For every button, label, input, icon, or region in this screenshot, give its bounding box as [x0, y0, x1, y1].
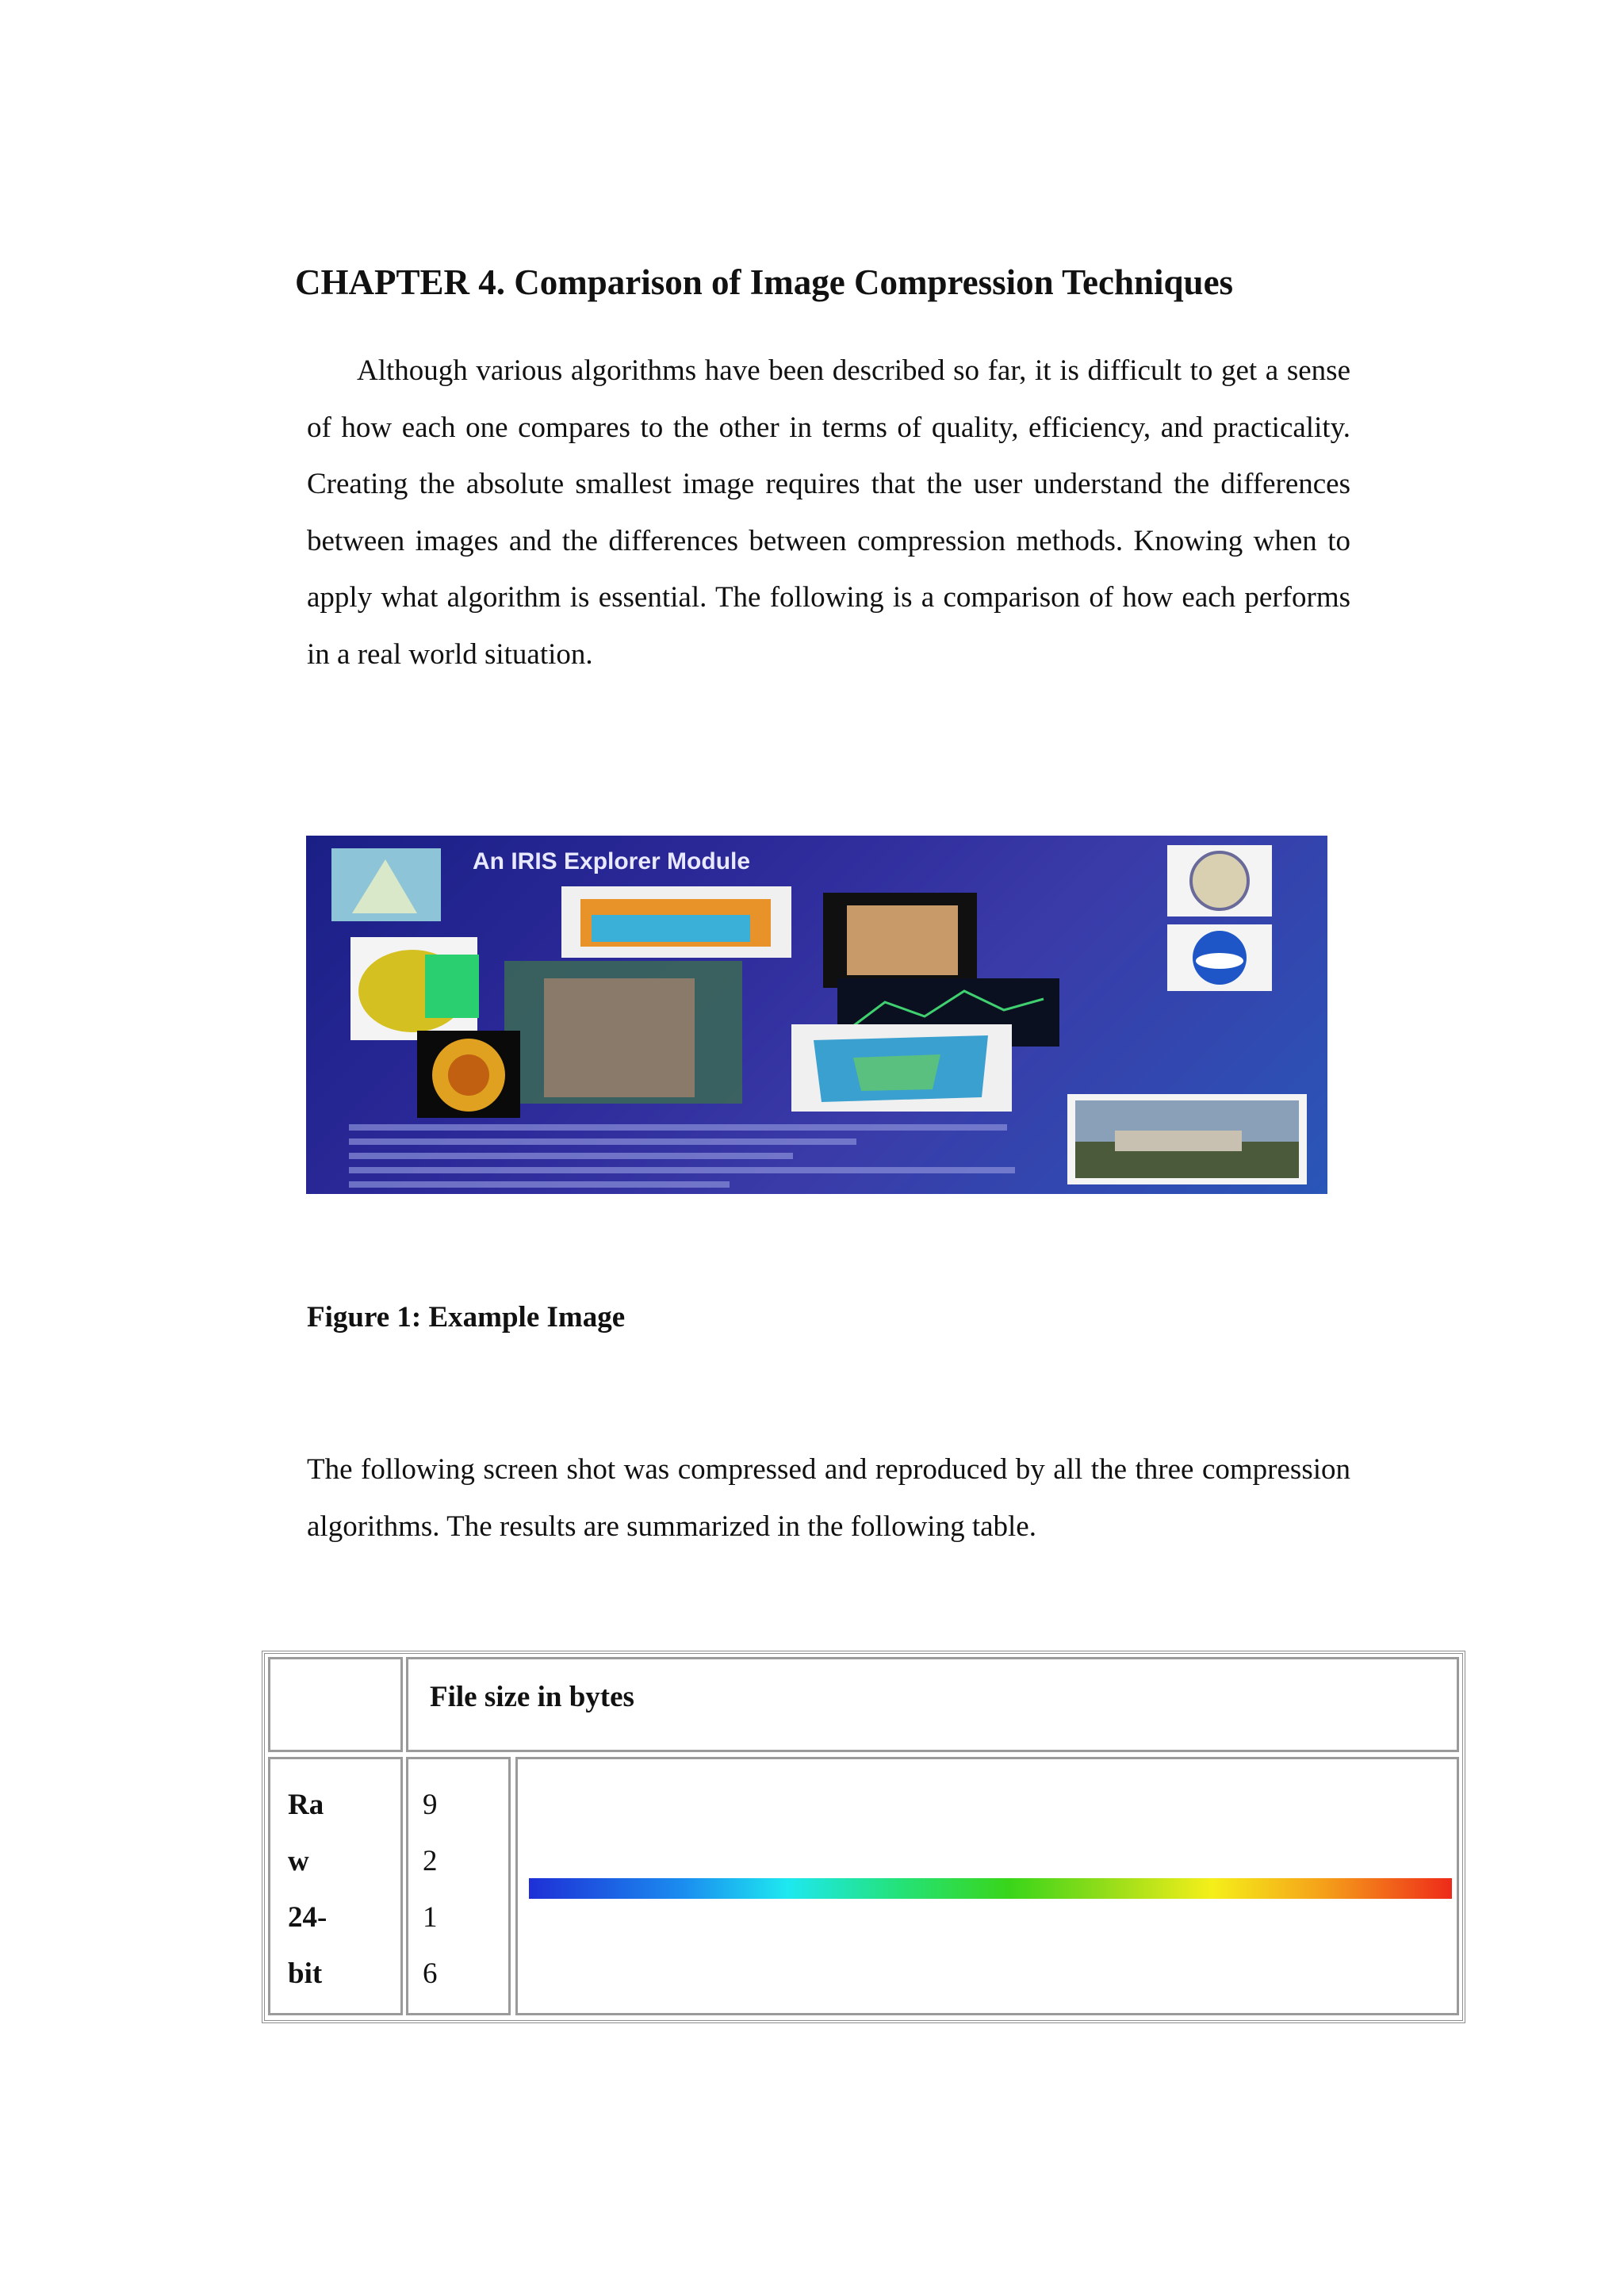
value-line: 1	[423, 1901, 438, 1934]
figure-caption: Figure 1: Example Image	[307, 1301, 626, 1334]
row-label-line: Ra	[288, 1789, 324, 1821]
value-line: 9	[423, 1789, 438, 1821]
file-size-table	[262, 1651, 1465, 2023]
figure-image-title: An IRIS Explorer Module	[473, 848, 751, 874]
row-label-line: w	[288, 1845, 309, 1877]
example-image	[306, 836, 1327, 1194]
row-label	[288, 1777, 327, 2002]
intro-paragraph: Although various algorithms have been described so far, it is difficult to get a sense of how each one compares to the other in terms of quality, efficiency, and practicality. Creating the absolute smallest image requires that the user understand the differences between images and the differences between compression methods. Knowing when to apply what algorithm is essential. The following is a comparison of how each performs in a real world situation.	[307, 354, 1350, 671]
table-row-label-cell	[268, 1757, 403, 2015]
file-size-value	[423, 1777, 438, 2002]
table-value-cell	[406, 1757, 511, 2015]
color-gradient-bar	[529, 1878, 1452, 1899]
table-header-cell	[406, 1657, 1459, 1752]
row-label-line: 24-	[288, 1901, 327, 1934]
row-label-line: bit	[288, 1957, 323, 1990]
value-line: 6	[423, 1957, 438, 1990]
table-header: File size in bytes	[430, 1681, 634, 1713]
table-corner-cell	[268, 1657, 403, 1752]
table-intro-paragraph: The following screen shot was compressed and reproduced by all the three compression algorithms. The results are summarized in the following table.	[307, 1453, 1350, 1543]
table-image-cell	[515, 1757, 1459, 2015]
chapter-title: CHAPTER 4. Comparison of Image Compression Techniques	[295, 262, 1234, 302]
value-line: 2	[423, 1845, 438, 1877]
